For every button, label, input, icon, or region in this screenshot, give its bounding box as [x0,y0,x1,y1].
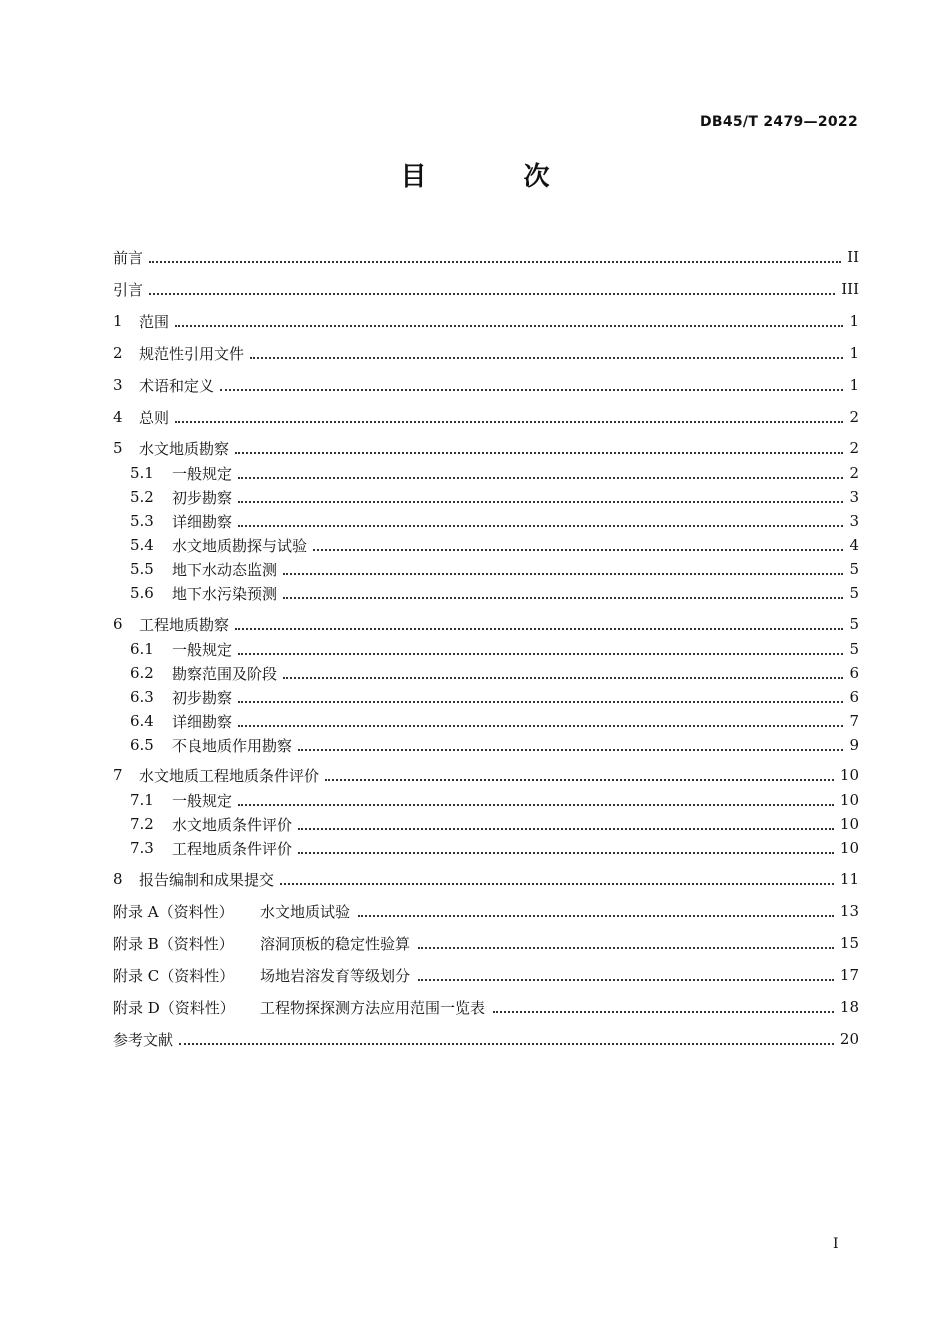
toc-page-number: 2 [849,439,859,457]
toc-entry[interactable] [113,278,859,300]
toc-page-number: 17 [839,966,859,984]
toc-page-number: 10 [839,766,859,784]
toc-entry[interactable] [113,342,859,364]
toc-entry-label: 范围 [139,312,170,331]
toc-page-number: 1 [849,312,859,330]
toc-entry[interactable] [113,437,859,459]
toc-entry-label: 工程地质条件评价 [172,839,293,858]
toc-section-number: 2 [113,344,123,362]
toc-dot-leader [175,324,843,327]
toc-appendix-prefix: 附录 B（资料性） [113,934,234,953]
toc-section-number: 6.5 [130,736,154,754]
toc-subsection-entry[interactable] [130,462,859,484]
toc-section-number: 6.1 [130,640,154,658]
toc-section-number: 7.1 [130,791,154,809]
toc-subsection-entry[interactable] [130,734,859,756]
toc-entry-label: 一般规定 [172,791,233,810]
toc-section-number: 7 [113,766,123,784]
toc-appendix-entry[interactable] [113,996,859,1018]
toc-entry-label: 水文地质勘探与试验 [172,536,308,555]
toc-entry-label: 引言 [113,280,144,299]
toc-page-number: 15 [839,934,859,952]
toc-appendix-prefix: 附录 C（资料性） [113,966,235,985]
toc-entry-label: 勘察范围及阶段 [172,664,278,683]
toc-subsection-entry[interactable] [130,534,859,556]
toc-page-number: 5 [849,615,859,633]
toc-page-number: 18 [839,998,859,1016]
toc-entry[interactable] [113,868,859,890]
toc-section-number: 5.6 [130,584,154,602]
toc-dot-leader [238,803,834,806]
toc-dot-leader [283,676,843,679]
toc-dot-leader [280,882,834,885]
toc-entry-label: 不良地质作用勘察 [172,736,293,755]
toc-page-number: 7 [849,712,859,730]
toc-section-number: 3 [113,376,123,394]
toc-entry-label: 报告编制和成果提交 [139,870,275,889]
toc-section-number: 8 [113,870,123,888]
toc-subsection-entry[interactable] [130,710,859,732]
toc-subsection-entry[interactable] [130,789,859,811]
toc-dot-leader [238,524,843,527]
toc-dot-leader [298,851,834,854]
toc-section-number: 6.2 [130,664,154,682]
toc-dot-leader [235,451,843,454]
toc-page-number: 3 [849,488,859,506]
toc-section-number: 5.4 [130,536,154,554]
toc-entry-label: 详细勘察 [172,512,233,531]
page-number: I [833,1236,839,1252]
toc-page-number: 9 [849,736,859,754]
toc-page-number: 10 [839,791,859,809]
toc-entry-label: 总则 [139,408,170,427]
toc-dot-leader [238,652,843,655]
toc-section-number: 5.2 [130,488,154,506]
toc-subsection-entry[interactable] [130,837,859,859]
toc-entry[interactable] [113,613,859,635]
toc-entry[interactable] [113,764,859,786]
toc-appendix-entry[interactable] [113,900,859,922]
toc-subsection-entry[interactable] [130,686,859,708]
toc-page-number: II [847,248,859,266]
toc-section-number: 6.4 [130,712,154,730]
toc-entry[interactable] [113,246,859,268]
toc-page-number: 10 [839,839,859,857]
toc-dot-leader [220,388,843,391]
toc-subsection-entry[interactable] [130,662,859,684]
toc-dot-leader [283,596,843,599]
toc-page-number: 6 [849,688,859,706]
toc-page-number: 10 [839,815,859,833]
toc-page-number: 1 [849,376,859,394]
toc-page-number: 2 [849,464,859,482]
toc-entry[interactable] [113,406,859,428]
toc-entry-label: 地下水动态监测 [172,560,278,579]
document-code: DB45/T 2479—2022 [699,114,858,130]
toc-dot-leader [283,572,843,575]
toc-entry-label: 水文地质勘察 [139,439,230,458]
toc-section-number: 6 [113,615,123,633]
toc-entry-label: 场地岩溶发育等级划分 [260,966,411,985]
toc-section-number: 5.3 [130,512,154,530]
toc-page-number: 1 [849,344,859,362]
toc-appendix-prefix: 附录 A（资料性） [113,902,234,921]
toc-page-number: 13 [839,902,859,920]
toc-dot-leader [238,700,843,703]
toc-subsection-entry[interactable] [130,510,859,532]
toc-dot-leader [149,292,835,295]
toc-entry-label: 水文地质条件评价 [172,815,293,834]
toc-entry-label: 水文地质工程地质条件评价 [139,766,320,785]
toc-dot-leader [298,748,843,751]
toc-section-number: 7.3 [130,839,154,857]
toc-entry-label: 规范性引用文件 [139,344,245,363]
toc-appendix-prefix: 附录 D（资料性） [113,998,235,1017]
toc-dot-leader [149,260,841,263]
toc-section-number: 5.1 [130,464,154,482]
toc-dot-leader [313,548,843,551]
toc-entry-label: 术语和定义 [139,376,215,395]
page-title: 目 次 [400,162,594,192]
toc-page-number: 3 [849,512,859,530]
toc-dot-leader [175,420,843,423]
toc-entry[interactable] [113,374,859,396]
toc-page-number: 5 [849,640,859,658]
toc-entry-label: 详细勘察 [172,712,233,731]
toc-entry-label: 参考文献 [113,1030,174,1049]
toc-entry[interactable] [113,310,859,332]
toc-section-number: 4 [113,408,123,426]
toc-subsection-entry[interactable] [130,486,859,508]
toc-dot-leader [418,978,834,981]
toc-entry-label: 初步勘察 [172,688,233,707]
toc-dot-leader [250,356,843,359]
toc-page-number: 2 [849,408,859,426]
toc-entry-label: 一般规定 [172,464,233,483]
toc-subsection-entry[interactable] [130,813,859,835]
toc-appendix-entry[interactable] [113,932,859,954]
toc-entry-label: 工程物探探测方法应用范围一览表 [260,998,486,1017]
toc-entry-label: 地下水污染预测 [172,584,278,603]
toc-dot-leader [298,827,834,830]
toc-entry-label: 一般规定 [172,640,233,659]
toc-section-number: 1 [113,312,123,330]
toc-page-number: 6 [849,664,859,682]
toc-entry[interactable] [113,1028,859,1050]
toc-page-number: 4 [849,536,859,554]
toc-section-number: 7.2 [130,815,154,833]
toc-subsection-entry[interactable] [130,638,859,660]
toc-section-number: 6.3 [130,688,154,706]
toc-appendix-entry[interactable] [113,964,859,986]
toc-page-number: 5 [849,584,859,602]
toc-dot-leader [358,914,834,917]
toc-entry-label: 工程地质勘察 [139,615,230,634]
toc-section-number: 5 [113,439,123,457]
toc-page-number: 11 [839,870,859,888]
toc-dot-leader [325,778,834,781]
toc-page-number: III [841,280,859,298]
toc-page-number: 20 [839,1030,859,1048]
toc-page-number: 5 [849,560,859,578]
toc-entry-label: 溶洞顶板的稳定性验算 [260,934,411,953]
toc-dot-leader [238,476,843,479]
toc-dot-leader [493,1010,834,1013]
toc-section-number: 5.5 [130,560,154,578]
toc-dot-leader [238,724,843,727]
toc-dot-leader [235,627,843,630]
toc-entry-label: 前言 [113,248,144,267]
toc-dot-leader [418,946,834,949]
toc-subsection-entry[interactable] [130,558,859,580]
toc-entry-label: 水文地质试验 [260,902,351,921]
toc-dot-leader [179,1042,834,1045]
toc-subsection-entry[interactable] [130,582,859,604]
toc-entry-label: 初步勘察 [172,488,233,507]
toc-dot-leader [238,500,843,503]
